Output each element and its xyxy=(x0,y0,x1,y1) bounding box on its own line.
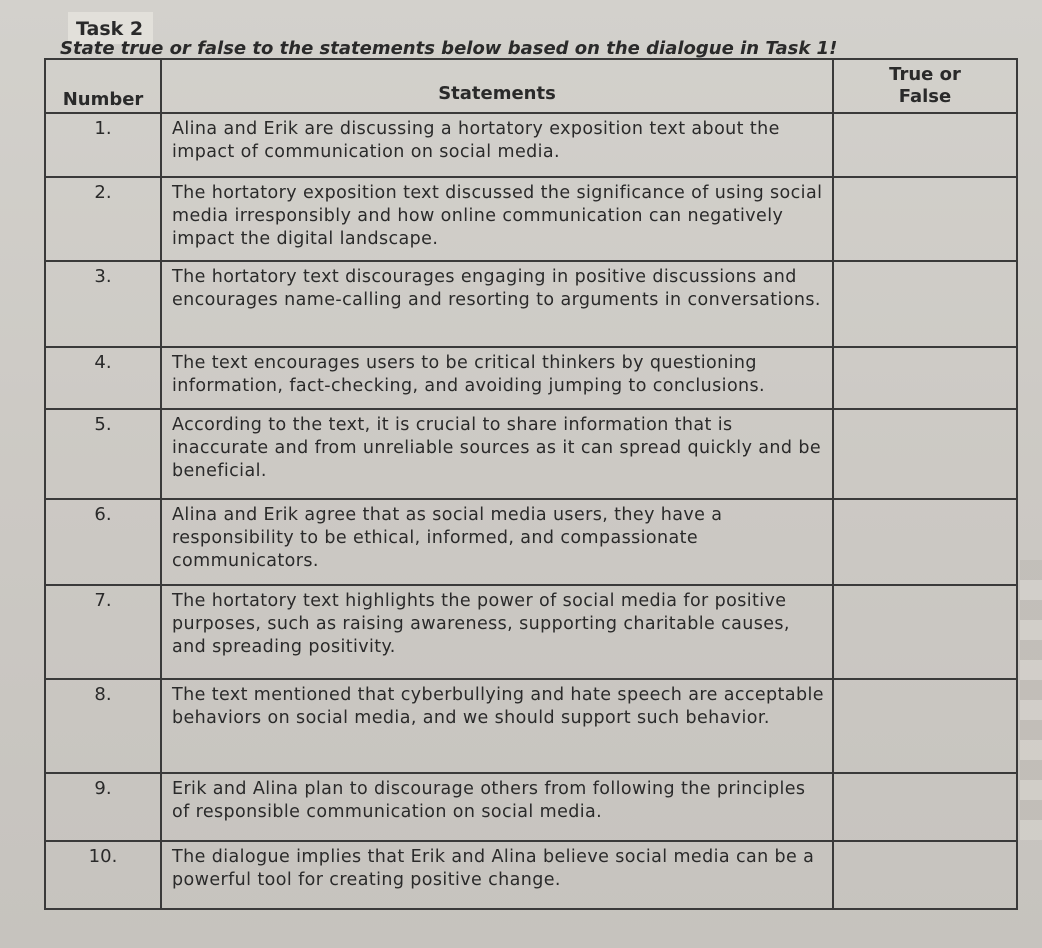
header-statements xyxy=(161,59,833,113)
row-statement: The hortatory text highlights the power of social media for positive purposes, such as raising awareness, supporting charitable causes, and spreading positivity. xyxy=(161,585,833,679)
row-answer-cell[interactable] xyxy=(833,347,1017,409)
table-row xyxy=(45,261,1017,347)
table-row xyxy=(45,347,1017,409)
table-row xyxy=(45,773,1017,841)
table-row xyxy=(45,113,1017,177)
table-row xyxy=(45,177,1017,261)
header-number xyxy=(45,59,161,113)
row-statement: Erik and Alina plan to discourage others from following the principles of responsible communication on social media. xyxy=(161,773,833,841)
row-answer-cell[interactable] xyxy=(833,841,1017,909)
instruction-text: State true or false to the statements below based on the dialogue in Task 1! xyxy=(60,38,838,59)
row-number: 1. xyxy=(45,113,161,177)
row-statement: The text encourages users to be critical thinkers by questioning information, fact-checking, and avoiding jumping to conclusions. xyxy=(161,347,833,409)
row-statement: The hortatory exposition text discussed the significance of using social media irresponsibly and how online communication can negatively impact the digital landscape. xyxy=(161,177,833,261)
table-row xyxy=(45,679,1017,773)
row-number: 2. xyxy=(45,177,161,261)
row-number: 4. xyxy=(45,347,161,409)
row-number: 9. xyxy=(45,773,161,841)
row-answer-cell[interactable] xyxy=(833,409,1017,499)
header-false: False xyxy=(898,86,952,107)
row-answer-cell[interactable] xyxy=(833,585,1017,679)
header-number-label: Number xyxy=(62,89,144,110)
table-row xyxy=(45,409,1017,499)
row-number: 5. xyxy=(45,409,161,499)
page-edge-decoration xyxy=(1020,560,1042,840)
row-number: 6. xyxy=(45,499,161,585)
table-row xyxy=(45,841,1017,909)
row-answer-cell[interactable] xyxy=(833,113,1017,177)
header-true-or: True or xyxy=(889,64,961,85)
row-statement: The hortatory text discourages engaging in positive discussions and encourages name-calling and resorting to arguments in conversations. xyxy=(161,261,833,347)
row-number: 3. xyxy=(45,261,161,347)
row-statement: According to the text, it is crucial to share information that is inaccurate and from unreliable sources as it can spread quickly and be beneficial. xyxy=(161,409,833,499)
row-number: 7. xyxy=(45,585,161,679)
table-header-row xyxy=(45,59,1017,113)
header-statements-label: Statements xyxy=(438,82,556,104)
row-answer-cell[interactable] xyxy=(833,499,1017,585)
row-answer-cell[interactable] xyxy=(833,261,1017,347)
row-answer-cell[interactable] xyxy=(833,773,1017,841)
row-answer-cell[interactable] xyxy=(833,177,1017,261)
row-number: 10. xyxy=(45,841,161,909)
row-statement: Alina and Erik are discussing a hortatory exposition text about the impact of communication on social media. xyxy=(161,113,833,177)
table-row xyxy=(45,585,1017,679)
row-statement: Alina and Erik agree that as social media users, they have a responsibility to be ethical, informed, and compassionate communicators. xyxy=(161,499,833,585)
table-row xyxy=(45,499,1017,585)
true-false-table xyxy=(44,58,1018,910)
header-true-false xyxy=(833,59,1017,113)
row-statement: The dialogue implies that Erik and Alina believe social media can be a powerful tool for creating positive change. xyxy=(161,841,833,909)
row-statement: The text mentioned that cyberbullying and hate speech are acceptable behaviors on social media, and we should support such behavior. xyxy=(161,679,833,773)
task-label: Task 2 xyxy=(68,12,153,44)
row-number: 8. xyxy=(45,679,161,773)
row-answer-cell[interactable] xyxy=(833,679,1017,773)
